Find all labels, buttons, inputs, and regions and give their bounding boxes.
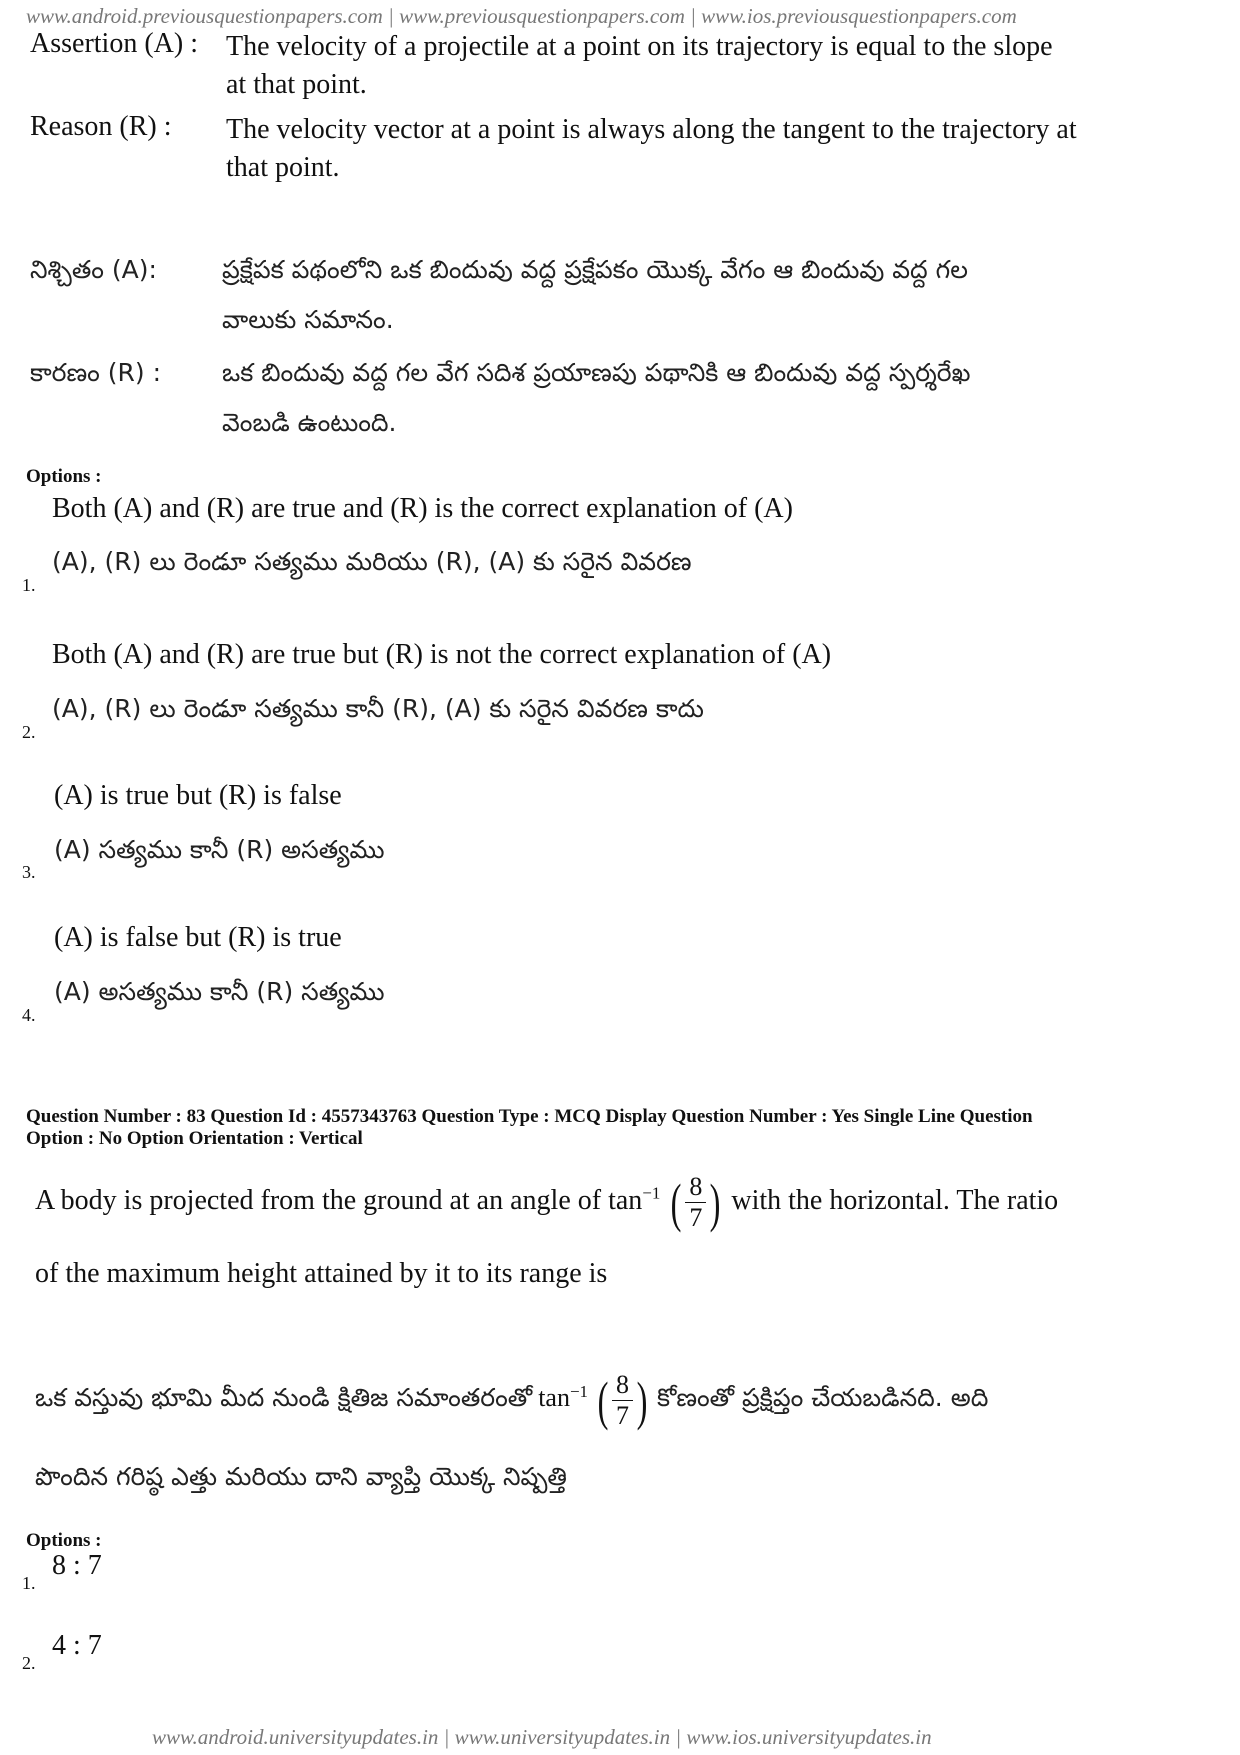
option-number: 1. bbox=[22, 575, 36, 595]
te-assertion-line-1: ప్రక్షేపక పథంలోని ఒక బిందువు వద్ద ప్రక్షేపకం యొక్క వేగం ఆ బిందువు వద్ద గల bbox=[222, 255, 968, 284]
te-reason-line-1: ఒక బిందువు వద్ద గల వేగ సదిశ ప్రయాణపు పథానికి ఆ బిందువు వద్ద స్పర్శరేఖ bbox=[222, 358, 971, 387]
option-te-text: (A) అసత్యము కానీ (R) సత్యము bbox=[54, 977, 385, 1006]
q83-options-heading: Options : bbox=[26, 1530, 102, 1551]
option-en-text: (A) is false but (R) is true bbox=[54, 922, 342, 953]
te-reason-label: కారణం (R) : bbox=[30, 358, 162, 387]
fraction-numerator: 8 bbox=[685, 1172, 706, 1203]
te-assertion-text bbox=[222, 245, 1172, 345]
inverse-superscript: −1 bbox=[569, 1382, 589, 1402]
q83-en-pre: A body is projected from the ground at an angle of tan bbox=[35, 1184, 643, 1216]
q83-te-line-2: పొందిన గరిష్ఠ ఎత్తు మరియు దాని వ్యాప్తి యొక్క నిష్పత్తి bbox=[35, 1462, 567, 1491]
option-text: 8 : 7 bbox=[52, 1550, 102, 1581]
q83-te-pre: ఒక వస్తువు భూమి మీద నుండి క్షితిజ సమాంతరంతో bbox=[35, 1383, 533, 1413]
header-watermark: www.android.previousquestionpapers.com | www.previousquestionpapers.com | www.ios.previousquestionpapers.com bbox=[26, 4, 1017, 28]
te-reason-line-2: వెంబడి ఉంటుంది. bbox=[222, 408, 397, 437]
footer-watermark: www.android.universityupdates.in | www.universityupdates.in | www.ios.universityupdates.in bbox=[152, 1725, 932, 1749]
option-number: 2. bbox=[22, 1653, 36, 1673]
te-reason-text bbox=[222, 348, 1172, 448]
q83-en-post: with the horizontal. The ratio bbox=[731, 1184, 1059, 1216]
fraction-denominator: 7 bbox=[616, 1401, 630, 1430]
te-assertion-label: నిశ్చితం (A): bbox=[30, 255, 157, 284]
q83-meta bbox=[26, 1106, 1216, 1150]
q83-meta-line-2: Option : No Option Orientation : Vertical bbox=[26, 1128, 363, 1149]
q82-options-heading: Options : bbox=[26, 466, 102, 487]
option-number: 4. bbox=[22, 1005, 36, 1025]
q83-meta-line-1: Question Number : 83 Question Id : 4557343763 Question Type : MCQ Display Question Number : Yes Single Line Question bbox=[26, 1106, 1033, 1127]
option-en-text: Both (A) and (R) are true and (R) is the correct explanation of (A) bbox=[52, 493, 793, 524]
option-number: 1. bbox=[22, 1573, 36, 1593]
inverse-superscript: −1 bbox=[642, 1183, 661, 1203]
q83-en-line-1 bbox=[35, 1172, 1058, 1233]
q83-te-line-1 bbox=[35, 1370, 988, 1431]
q83-en-line-2: of the maximum height attained by it to its range is bbox=[35, 1258, 608, 1289]
assertion-label: Assertion (A) : bbox=[30, 28, 198, 59]
q83-te-post: కోణంతో ప్రక్షిప్తం చేయబడినది. అది bbox=[657, 1383, 989, 1413]
reason-line-2: that point. bbox=[226, 152, 340, 183]
option-en-text: Both (A) and (R) are true but (R) is not the correct explanation of (A) bbox=[52, 639, 832, 670]
fraction-denominator: 7 bbox=[689, 1203, 703, 1232]
option-text: 4 : 7 bbox=[52, 1630, 102, 1661]
option-te-text: (A), (R) లు రెండూ సత్యము మరియు (R), (A) కు సరైన వివరణ bbox=[52, 547, 692, 576]
fraction-numerator: 8 bbox=[612, 1370, 633, 1401]
reason-text bbox=[226, 111, 1146, 187]
option-number: 3. bbox=[22, 862, 36, 882]
option-te-text: (A) సత్యము కానీ (R) అసత్యము bbox=[54, 835, 385, 864]
assertion-text bbox=[226, 28, 1146, 104]
option-number: 2. bbox=[22, 722, 36, 742]
fraction: ( $\frac{8}{7}$ ) bbox=[597, 1370, 648, 1431]
option-te-text: (A), (R) లు రెండూ సత్యము కానీ (R), (A) కు సరైన వివరణ కాదు bbox=[52, 694, 704, 723]
fraction: ( $\frac{8}{7}$ ) bbox=[670, 1172, 721, 1233]
reason-line-1: The velocity vector at a point is always along the tangent to the trajectory at bbox=[226, 114, 1077, 145]
q83-te-tan: tan bbox=[538, 1383, 570, 1413]
reason-label: Reason (R) : bbox=[30, 111, 172, 142]
te-assertion-line-2: వాలుకు సమానం. bbox=[222, 305, 394, 334]
option-en-text: (A) is true but (R) is false bbox=[54, 780, 342, 811]
assertion-line-1: The velocity of a projectile at a point on its trajectory is equal to the slope bbox=[226, 31, 1053, 62]
assertion-line-2: at that point. bbox=[226, 69, 367, 100]
